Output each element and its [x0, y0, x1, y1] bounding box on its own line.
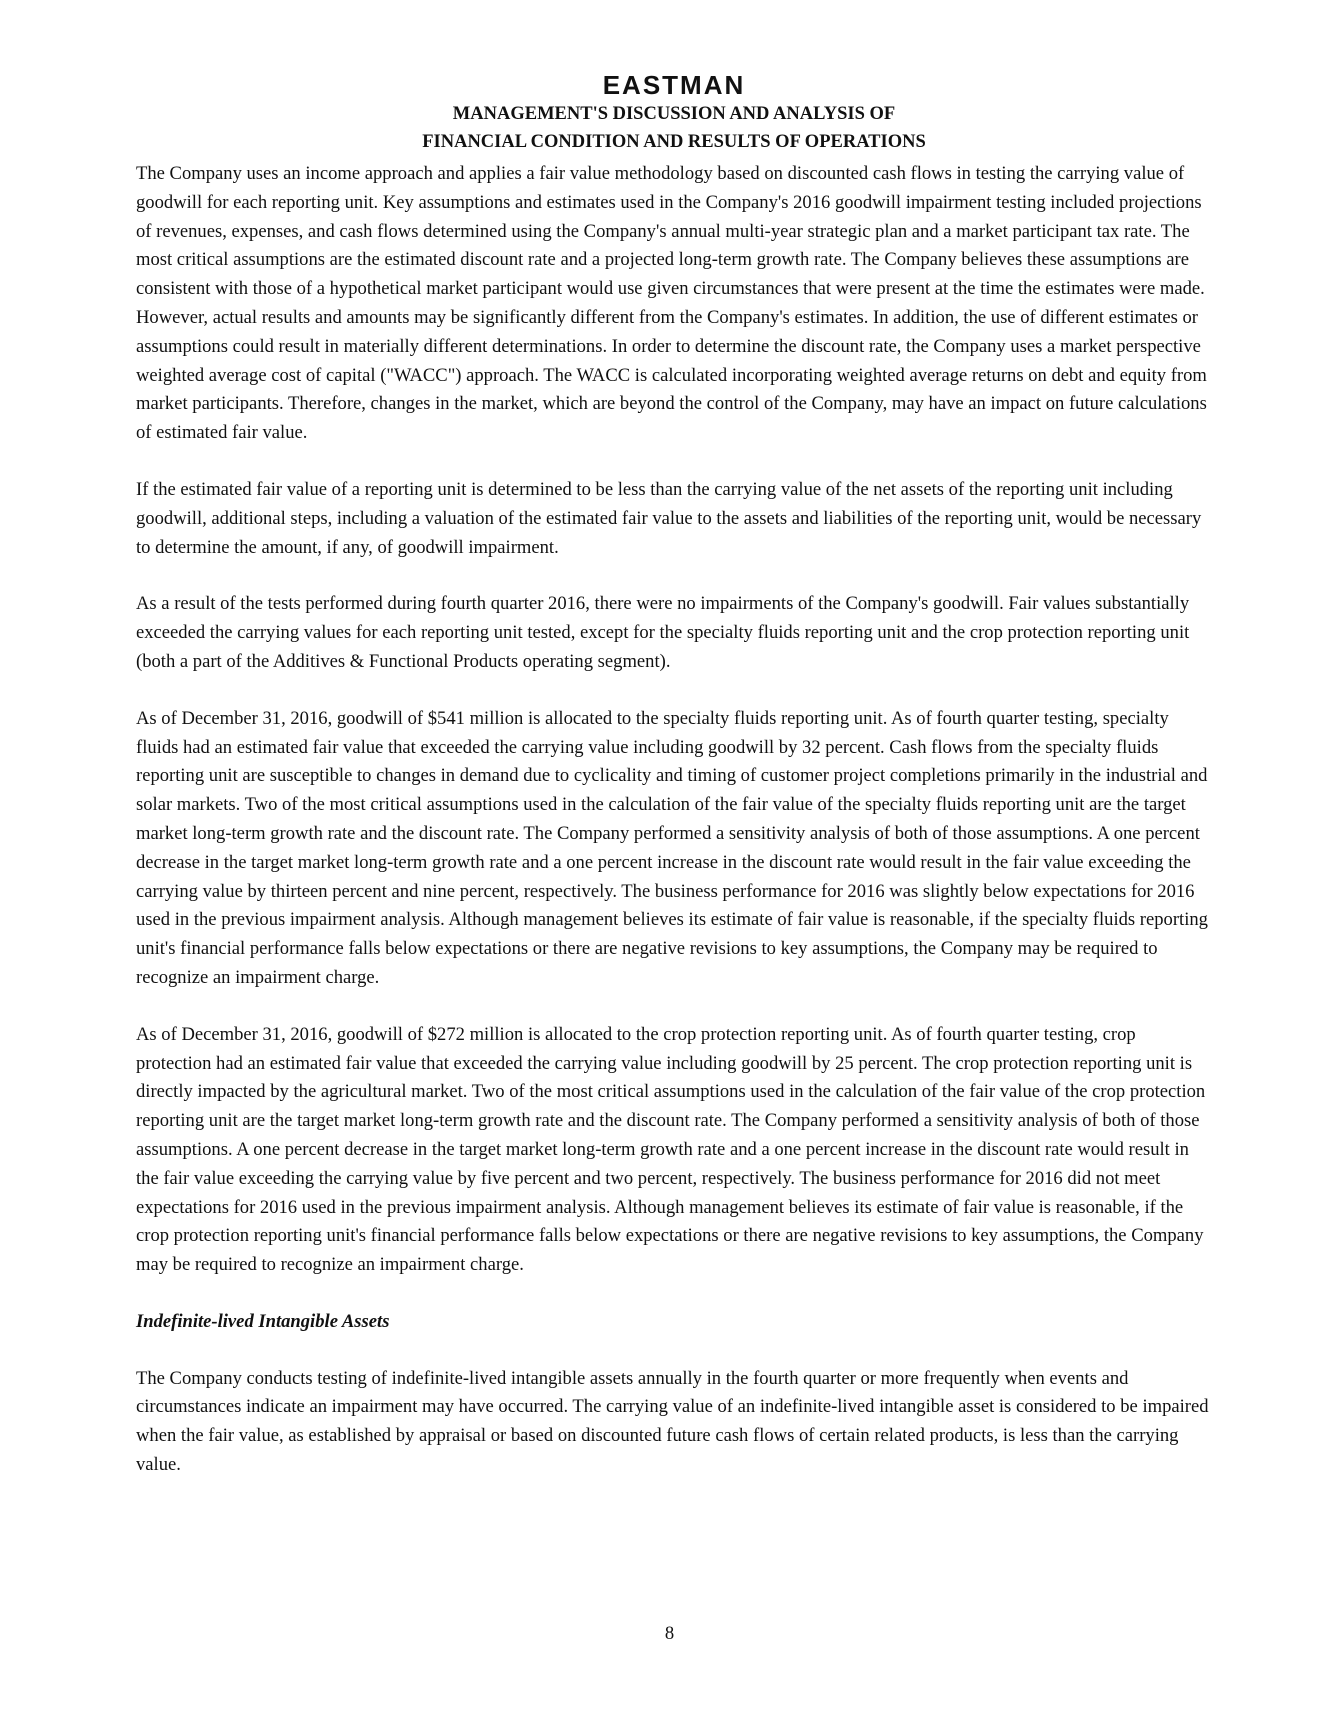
paragraph-crop-protection: As of December 31, 2016, goodwill of $272 million is allocated to the crop protection reporting unit. As of fourth quarter testing, crop protection had an estimated fair value that exceeded the carrying value including goodwill by 25 percent. The crop protection reporting unit is directly impacted by the agricultural market. Two of the most critical assumptions used in the calculation of the fair value of the crop protection reporting unit are the target market long-term growth rate and the discount rate. The Company performed a sensitivity analysis of both of those assumptions. A one percent decrease in the target market long-term growth rate and a one percent increase in the discount rate would result in the fair value exceeding the carrying value by five percent and two percent, respectively. The business performance for 2016 did not meet expectations for 2016 used in the previous impairment analysis. Although management believes its estimate of fair value is reasonable, if the crop protection reporting unit's financial performance falls below expectations or there are negative revisions to key assumptions, the Company may be required to recognize an impairment charge.: [136, 1023, 1206, 1276]
paragraph-indefinite-lived: The Company conducts testing of indefinite-lived intangible assets annually in the fourth quarter or more frequently when events and circumstances indicate an impairment may have occurred. The carrying value of an indefinite-lived intangible asset is considered to be impaired when the fair value, as established by appraisal or based on discounted future cash flows of certain related products, is less than the carrying value.: [136, 1367, 1209, 1476]
company-logo: EASTMAN: [602, 70, 746, 100]
page-number: 8: [664, 1623, 675, 1644]
report-title-line-2: FINANCIAL CONDITION AND RESULTS OF OPERATIONS: [422, 132, 926, 152]
report-title-line-1: MANAGEMENT'S DISCUSSION AND ANALYSIS OF: [452, 104, 896, 124]
section-title-indefinite-lived: Indefinite-lived Intangible Assets: [136, 1310, 390, 1332]
paragraph-impairment-steps: If the estimated fair value of a reporting unit is determined to be less than the carrying value of the net assets of the reporting unit including goodwill, additional steps, including a valuation of the estimated fair value to the assets and liabilities of the reporting unit, would be necessary to determine the amount, if any, of goodwill impairment.: [136, 478, 1202, 558]
paragraph-test-results: As a result of the tests performed during fourth quarter 2016, there were no impairments of the Company's goodwill. Fair values substantially exceeded the carrying values for each reporting unit tested, except for the specialty fluids reporting unit and the crop protection reporting unit (both a part of the Additives & Functional Products operating segment).: [136, 593, 1190, 672]
paragraph-income-approach: The Company uses an income approach and applies a fair value methodology based on discounted cash flows in testing the carrying value of goodwill for each reporting unit. Key assumptions and estimates used in the Company's 2016 goodwill impairment testing included projections of revenues, expenses, and cash flows determined using the Company's annual multi-year strategic plan and a market participant tax rate. The most critical assumptions are the estimated discount rate and a projected long-term growth rate. The Company believes these assumptions are consistent with those of a hypothetical market participant would use given circumstances that were present at the time the estimates were made. However, actual results and amounts may be significantly different from the Company's estimates. In addition, the use of different estimates or assumptions could result in materially different determinations. In order to determine the discount rate, the Company uses a market perspective weighted average cost of capital ("WACC") approach. The WACC is calculated incorporating weighted average returns on debt and equity from market participants. Therefore, changes in the market, which are beyond the control of the Company, may have an impact on future calculations of estimated fair value.: [136, 163, 1207, 444]
document-page: [136, 70, 1212, 1508]
paragraph-specialty-fluids: As of December 31, 2016, goodwill of $541 million is allocated to the specialty fluids reporting unit. As of fourth quarter testing, specialty fluids had an estimated fair value that exceeded the carrying value including goodwill by 32 percent. Cash flows from the specialty fluids reporting unit are susceptible to changes in demand due to cyclicality and timing of customer project completions primarily in the industrial and solar markets. Two of the most critical assumptions used in the calculation of the fair value of the specialty fluids reporting unit are the target market long-term growth rate and the discount rate. The Company performed a sensitivity analysis of both of those assumptions. A one percent decrease in the target market long-term growth rate and a one percent increase in the discount rate would result in the fair value exceeding the carrying value by thirteen percent and nine percent, respectively. The business performance for 2016 was slightly below expectations for 2016 used in the previous impairment analysis. Although management believes its estimate of fair value is reasonable, if the specialty fluids reporting unit's financial performance falls below expectations or there are negative revisions to key assumptions, the Company may be required to recognize an impairment charge.: [136, 707, 1208, 988]
document-header: [136, 70, 1212, 156]
